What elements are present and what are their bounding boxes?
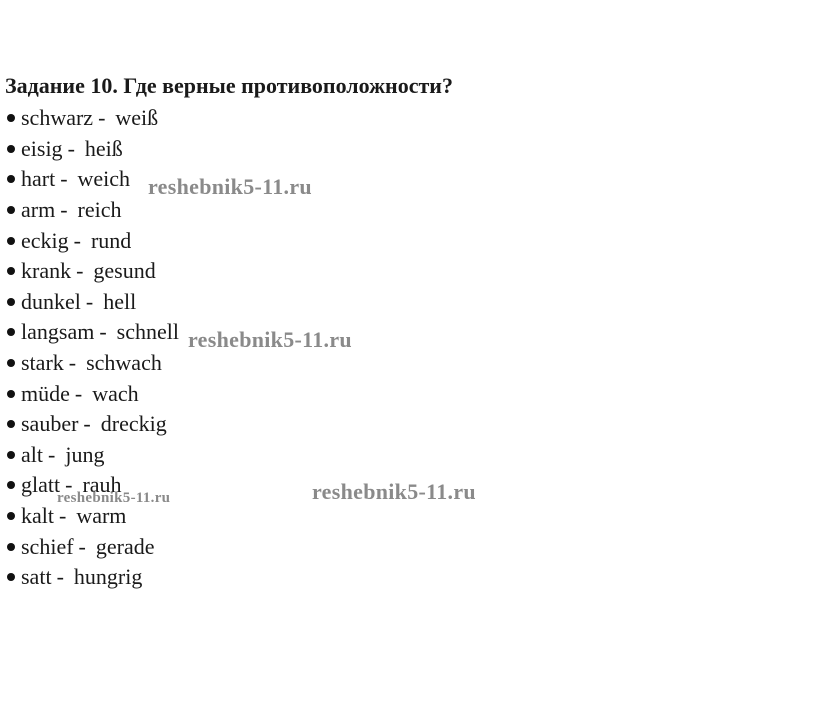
watermark: reshebnik5-11.ru (188, 327, 352, 352)
opposite-word: wach (92, 380, 139, 406)
word: sauber (21, 411, 79, 437)
separator: - (68, 350, 77, 376)
separator: - (74, 380, 83, 406)
word: arm (21, 197, 56, 223)
list-item (5, 378, 179, 409)
task-title: Задание 10. Где верные противоположности? (5, 73, 453, 98)
bullet-icon (7, 451, 15, 459)
opposite-word: dreckig (100, 411, 167, 437)
opposite-word: schnell (116, 319, 179, 345)
opposite-word: gesund (93, 258, 156, 284)
opposite-word: gerade (95, 533, 155, 559)
word: glatt (21, 472, 61, 498)
opposite-word: heiß (84, 135, 123, 161)
opposite-word: hungrig (73, 564, 143, 590)
bullet-icon (7, 267, 15, 275)
separator: - (73, 227, 81, 253)
watermark: reshebnik5-11.ru (312, 479, 476, 504)
list-item (5, 348, 179, 379)
bullet-icon (7, 175, 15, 183)
opposite-word: rund (90, 227, 132, 253)
separator: - (78, 533, 86, 559)
bullet-icon (7, 481, 15, 489)
bullet-icon (7, 543, 15, 551)
bullet-icon (7, 114, 15, 122)
separator: - (48, 441, 56, 467)
separator: - (98, 105, 106, 131)
separator: - (60, 197, 68, 223)
opposite-word: warm (76, 503, 127, 529)
word: eisig (21, 135, 63, 161)
word: eckig (21, 227, 69, 253)
bullet-icon (7, 359, 15, 367)
opposite-word: schwach (86, 350, 162, 376)
bullet-icon (7, 390, 15, 398)
opposite-word: weiß (115, 105, 159, 131)
word: krank (21, 258, 72, 284)
list-item (5, 225, 179, 256)
word: schief (21, 533, 74, 559)
word: kalt (21, 503, 54, 529)
list-item (5, 317, 179, 348)
word: alt (21, 441, 43, 467)
bullet-icon (7, 206, 15, 214)
word: dunkel (21, 288, 81, 314)
list-item (5, 531, 179, 562)
word: müde (21, 380, 70, 406)
list-item (5, 562, 179, 593)
separator: - (99, 319, 107, 345)
word: langsam (21, 319, 95, 345)
separator: - (59, 503, 67, 529)
watermark: reshebnik5-11.ru (148, 174, 312, 199)
list-item (5, 409, 179, 440)
watermark: reshebnik5-11.ru (57, 490, 171, 506)
opposite-word: reich (77, 197, 122, 223)
separator: - (67, 135, 75, 161)
bullet-icon (7, 298, 15, 306)
word: hart (21, 166, 56, 192)
bullet-icon (7, 237, 15, 245)
bullet-icon (7, 420, 15, 428)
list-item (5, 287, 179, 318)
list-item (5, 256, 179, 287)
list-item (5, 440, 179, 471)
bullet-icon (7, 145, 15, 153)
list-item (5, 134, 179, 165)
separator: - (60, 166, 68, 192)
bullet-icon (7, 573, 15, 581)
word: stark (21, 350, 64, 376)
opposite-word: weich (77, 166, 131, 192)
word: schwarz (21, 105, 94, 131)
opposite-word: rauh (82, 472, 122, 498)
separator: - (85, 288, 94, 314)
separator: - (56, 564, 64, 590)
opposite-word: hell (103, 288, 137, 314)
bullet-icon (7, 328, 15, 336)
separator: - (76, 258, 84, 284)
word: satt (21, 564, 52, 590)
opposite-word: jung (65, 441, 105, 467)
separator: - (65, 472, 73, 498)
bullet-icon (7, 512, 15, 520)
separator: - (83, 411, 91, 437)
list-item (5, 103, 179, 134)
